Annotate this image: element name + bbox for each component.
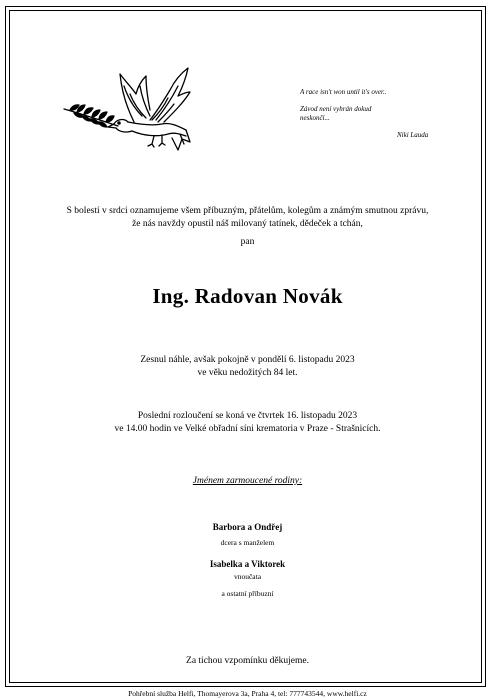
other-relatives: a ostatní příbuzní [221, 589, 274, 598]
death-notice [0, 354, 495, 380]
mourner-name: Isabelka a Viktorek [209, 559, 286, 569]
quote-block [300, 88, 450, 140]
farewell-line-2: ve 14.00 hodin ve Velké obřadní síni krematoria v Praze - Strašnicích. [114, 424, 381, 434]
quote-line-2: Závod není vyhrán dokud [300, 105, 372, 113]
farewell-line-1: Poslední rozloučení se koná ve čtvrtek 16. listopadu 2023 [137, 411, 358, 421]
quote-line-1: A race isn't won until it's over.. [300, 88, 387, 96]
intro-line-1: S bolestí v srdci oznamujeme všem příbuzným, přátelům, kolegům a známým smutnou zprávu, [66, 206, 429, 216]
quote-line-3: neskončí... [300, 114, 330, 122]
mourner-relation: dcera s manželem [220, 538, 275, 547]
thanks-text: Za tichou vzpomínku děkujeme. [186, 656, 309, 666]
death-line-1: Zesnul náhle, avšak pokojně v pondělí 6. listopadu 2023 [140, 355, 355, 365]
death-line-2: ve věku nedožitých 84 let. [197, 368, 298, 378]
quote-author: Niki Lauda [397, 131, 429, 139]
intro-text [0, 205, 495, 231]
deceased-name: Ing. Radovan Novák [152, 284, 343, 308]
dove-with-olive-branch-icon [62, 64, 192, 156]
honorific: pan [240, 237, 255, 247]
family-heading [0, 476, 495, 486]
mourner-name: Barbora a Ondřej [212, 522, 283, 532]
funeral-service-footer: Pohřební služba Helfi, Thomayerova 3a, Praha 4, tel: 777743544, www.helfi.cz [128, 689, 367, 698]
mourner-relation: vnoučata [233, 572, 262, 581]
farewell-notice [0, 410, 495, 436]
family-heading-text: Jménem zarmoucené rodiny: [192, 476, 303, 486]
intro-line-2: že nás navždy opustil náš milovaný tatínek, dědeček a tchán, [132, 219, 363, 229]
